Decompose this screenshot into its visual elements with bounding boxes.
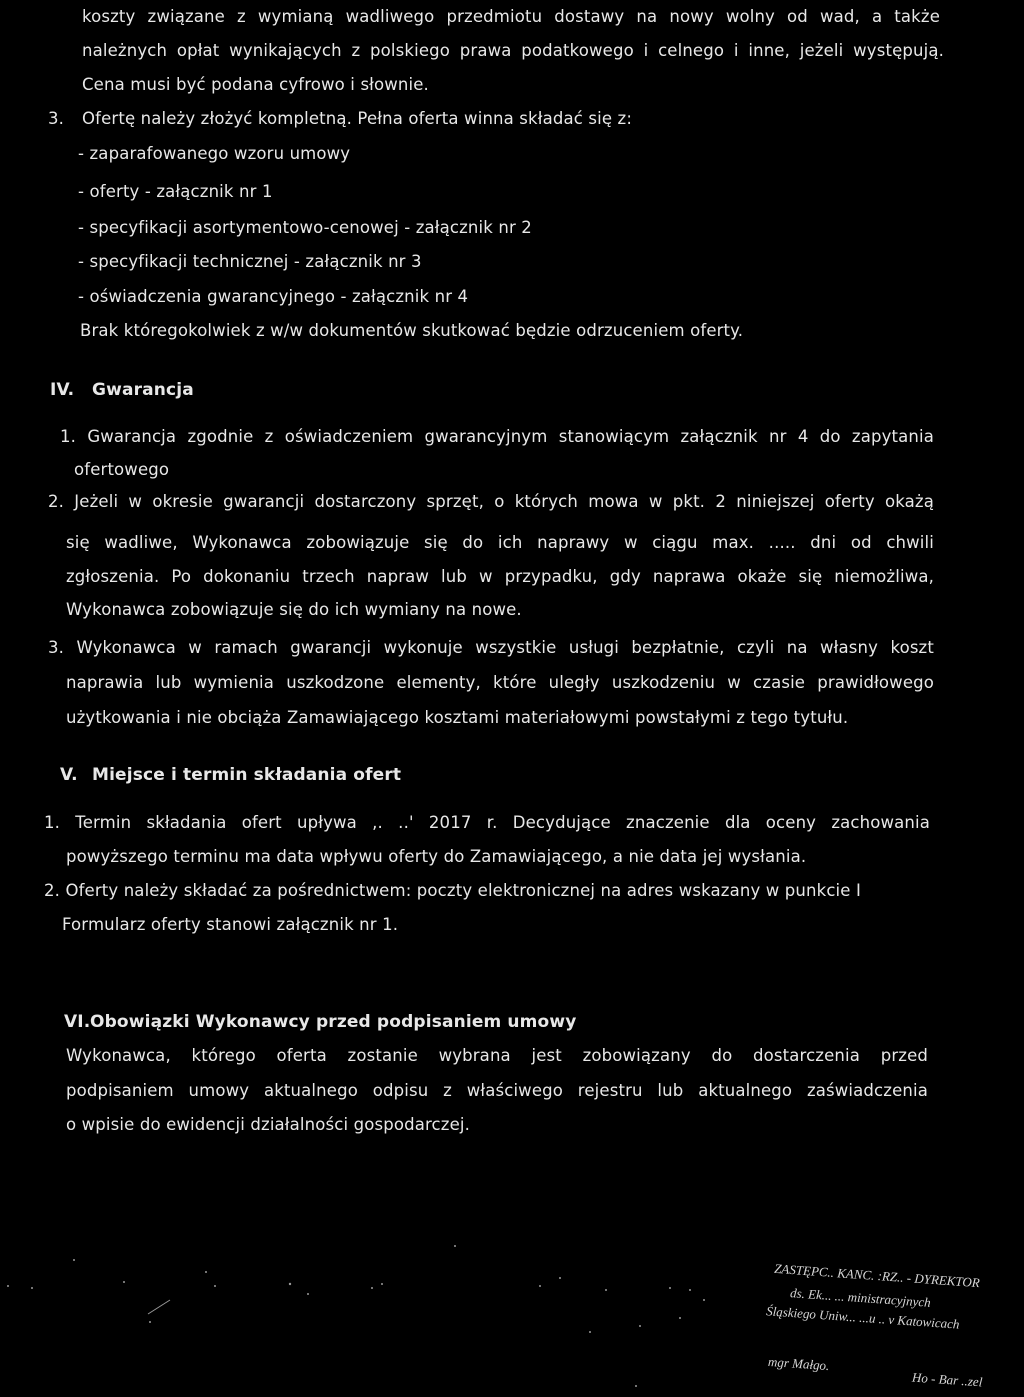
rejection-note: Brak któregokolwiek z w/w dokumentów skutkować będzie odrzuceniem oferty. [80,321,744,340]
section3-continuation-line-2: należnych opłat wynikających z polskiego prawa podatkowego i celnego i inne, jeżeli występują. [82,41,944,60]
stamp-line-3: Śląskiego Uniw... ...u .. v Katowicach [765,1303,960,1332]
section3-continuation-line-1: koszty związane z wymianą wadliwego przedmiotu dostawy na nowy wolny od wad, a także [82,7,940,26]
section3-item3-number: 3. [48,109,65,128]
section6-paragraph-line-2: podpisaniem umowy aktualnego odpisu z właściwego rejestru lub aktualnego zaświadczenia [66,1081,928,1100]
section5-paragraph-1-line-2: powyższego terminu ma data wpływu oferty do Zamawiającego, a nie data jej wysłania. [66,847,807,866]
section5-paragraph-2-line-2: Formularz oferty stanowi załącznik nr 1. [62,915,399,934]
section6-heading: Obowiązki Wykonawcy przed podpisaniem umowy [90,1012,577,1032]
section4-paragraph-3-line-1: 3. Wykonawca w ramach gwarancji wykonuje wszystkie usługi bezpłatnie, czyli na własny koszt [48,638,934,657]
required-document-item: - specyfikacji asortymentowo-cenowej - załącznik nr 2 [78,218,532,237]
required-document-item: - specyfikacji technicznej - załącznik nr 3 [78,252,422,271]
section4-heading: Gwarancja [92,380,194,400]
section4-number: IV. [50,380,75,400]
section4-paragraph-2-line-1: 2. Jeżeli w okresie gwarancji dostarczony sprzęt, o których mowa w pkt. 2 niniejszej oferty okażą [48,492,934,511]
section5-number: V. [60,765,78,785]
section3-continuation-line-3: Cena musi być podana cyfrowo i słownie. [82,75,429,94]
stamp-line-1: ZASTĘPC.. KANC. :RZ.. - DYREKTOR [773,1260,981,1291]
section4-paragraph-1-line-1: 1. Gwarancja zgodnie z oświadczeniem gwarancyjnym stanowiącym załącznik nr 4 do zapytania [60,427,934,446]
section4-paragraph-2-line-4: Wykonawca zobowiązuje się do ich wymiany na nowe. [66,600,522,619]
section6-paragraph-line-1: Wykonawca, którego oferta zostanie wybrana jest zobowiązany do dostarczenia przed [66,1046,928,1065]
required-document-item: - zaparafowanego wzoru umowy [78,144,351,163]
stamp-line-4: mgr Małgo. [767,1353,830,1374]
section4-paragraph-3-line-2: naprawia lub wymienia uszkodzone elementy, które uległy uszkodzeniu w czasie prawidłowego [66,673,934,692]
section6-paragraph-line-3: o wpisie do ewidencji działalności gospodarczej. [66,1115,470,1134]
section3-item3-text: Ofertę należy złożyć kompletną. Pełna oferta winna składać się z: [82,109,633,128]
section4-paragraph-2-line-2: się wadliwe, Wykonawca zobowiązuje się do ich naprawy w ciągu max. ..... dni od chwili [66,533,934,552]
section5-paragraph-1-line-1: 1. Termin składania ofert upływa ,. ..' 2017 r. Decydujące znaczenie dla oceny zachowania [44,813,930,832]
section4-paragraph-3-line-3: użytkowania i nie obciąża Zamawiającego kosztami materiałowymi powstałymi z tego tytułu. [66,708,849,727]
required-document-item: - oferty - załącznik nr 1 [78,182,273,201]
section5-heading: Miejsce i termin składania ofert [92,765,402,785]
stamp-line-2: ds. Ek... ... ministracyjnych [789,1285,932,1310]
required-document-item: - oświadczenia gwarancyjnego - załącznik nr 4 [78,287,469,306]
stamp-line-5: Ho - Bar ..zel [911,1369,983,1390]
section4-paragraph-1-line-2: ofertowego [74,460,170,479]
section6-number: VI. [64,1012,91,1032]
section4-paragraph-2-line-3: zgłoszenia. Po dokonaniu trzech napraw lub w przypadku, gdy naprawa okaże się niemożliwa, [66,567,934,586]
section5-paragraph-2-line-1: 2. Oferty należy składać za pośrednictwem: poczty elektronicznej na adres wskazany w punkcie I [44,881,862,900]
